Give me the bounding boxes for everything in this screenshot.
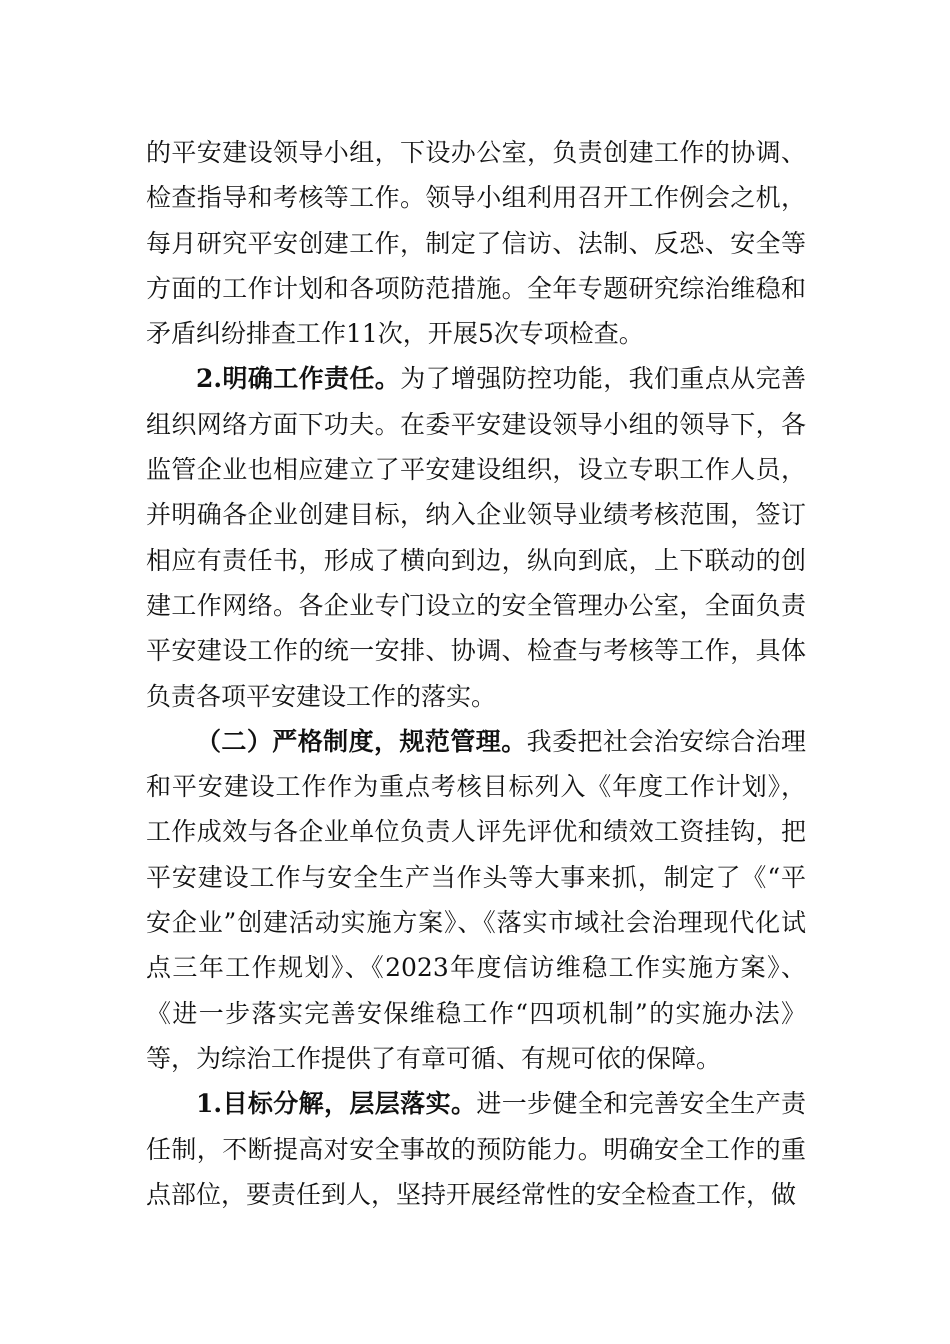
- paragraph-heading: 2.明确工作责任。: [196, 364, 401, 394]
- paragraph-text: 的平安建设领导小组，下设办公室，负责创建工作的协调、检查指导和考核等工作。领导小组利用召开工作例会之机，每月研究平安创建工作，制定了信访、法制、反恐、安全等方面的工作计划和各项防范措施。全年专题研究综治维稳和矛盾纠纷排查工作11次，开展5次专项检查。: [146, 138, 806, 349]
- paragraph-heading: 1.目标分解，层层落实。: [196, 1089, 477, 1119]
- section-heading: （二）严格制度，规范管理。: [196, 726, 527, 756]
- paragraph-text: 为了增强防控功能，我们重点从完善组织网络方面下功夫。在委平安建设领导小组的领导下，各监管企业也相应建立了平安建设组织，设立专职工作人员，并明确各企业创建目标，纳入企业领导业绩考核范围，签订相应有责任书，形成了横向到边，纵向到底，上下联动的创建工作网络。各企业专门设立的安全管理办公室，全面负责平安建设工作的统一安排、协调、检查与考核等工作，具体负责各项平安建设工作的落实。: [146, 364, 806, 711]
- paragraph-continuation: [146, 130, 806, 356]
- paragraph-text: 进一步健全和完善安全生产责任制，不断提高对安全事故的预防能力。明确安全工作的重点部位，要责任到人，坚持开展经常性的安全检查工作，做: [146, 1089, 806, 1209]
- document-body: [146, 130, 806, 1217]
- paragraph-clarify-responsibility: [146, 356, 806, 718]
- paragraph-text: 我委把社会治安综合治理和平安建设工作作为重点考核目标列入《年度工作计划》，工作成效与各企业单位负责人评先评优和绩效工资挂钩，把平安建设工作与安全生产当作头等大事来抓，制定了《“平安企业”创建活动实施方案》、《落实市域社会治理现代化试点三年工作规划》、《2023年度信访维稳工作实施方案》、《进一步落实完善安保维稳工作“四项机制”的实施办法》等，为综治工作提供了有章可循、有规可依的保障。: [146, 726, 806, 1073]
- paragraph-strict-system: [146, 719, 806, 1081]
- paragraph-target-decomposition: [146, 1081, 806, 1217]
